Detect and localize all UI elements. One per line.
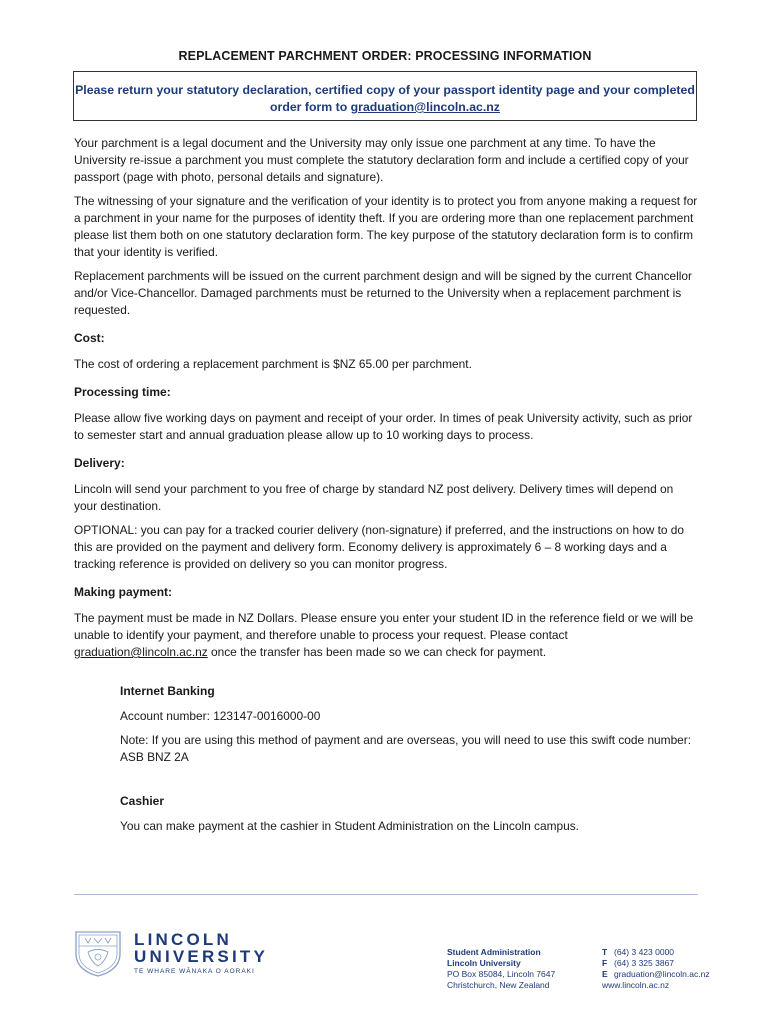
cashier-section: [120, 793, 699, 835]
swift-note: Note: If you are using this method of payment and are overseas, you will need to use this swift code number: ASB BNZ 2A: [120, 733, 692, 764]
processing-heading: Processing time:: [74, 385, 171, 399]
notice-text: Please return your statutory declaration, certified copy of your passport identity page and your completed order form to: [75, 83, 695, 114]
footer-web[interactable]: www.lincoln.ac.nz: [602, 980, 670, 990]
processing-text: Please allow five working days on payment and receipt of your order. In times of peak University activity, such as prior to semester start and annual graduation please allow up to 10 working days to process.: [74, 411, 693, 442]
delivery-text-2: OPTIONAL: you can pay for a tracked courier delivery (non-signature) if preferred, and the instructions on how to do this are provided on the payment and delivery form. Economy delivery is approximately 6 – 8 working days and a tracking reference is provided on delivery so you can monitor progress.: [74, 523, 685, 571]
payment-text-main: The payment must be made in NZ Dollars. Please ensure you enter your student ID in the reference field or we will be unable to identify your payment, and therefore unable to process your request. Please contact: [74, 611, 694, 642]
intro-paragraph-1: Your parchment is a legal document and the University may only issue one parchment at any time. To have the University re-issue a parchment you must complete the statutory declaration form and include a certified copy of your passport (page with photo, personal details and signature).: [74, 136, 689, 184]
footer-fax-row: [602, 958, 710, 969]
university-logo: [72, 928, 282, 978]
logo-tagline: TE WHARE WĀNAKA O AORAKI: [134, 968, 255, 975]
logo-word-lincoln: LINCOLN: [134, 930, 232, 949]
footer-uni: Lincoln University: [447, 958, 521, 968]
document-body: [74, 135, 699, 842]
footer-po: PO Box 85084, Lincoln 7647: [447, 969, 556, 979]
payment-text-after: once the transfer has been made so we can check for payment.: [211, 645, 547, 659]
footer-email[interactable]: graduation@lincoln.ac.nz: [614, 969, 710, 979]
account-number: Account number: 123147-0016000-00: [120, 709, 321, 723]
phone-label: T: [602, 947, 608, 957]
footer-phone: (64) 3 423 0000: [614, 947, 675, 957]
return-notice-box: [73, 71, 697, 121]
payment-heading: Making payment:: [74, 585, 173, 599]
delivery-text-1: Lincoln will send your parchment to you free of charge by standard NZ post delivery. Delivery times will depend on your destination.: [74, 482, 674, 513]
intro-paragraph-3: Replacement parchments will be issued on the current parchment design and will be signed by the current Chancellor and/or Vice-Chancellor. Damaged parchments must be returned to the University when a replacement parchment is requested.: [74, 269, 692, 317]
email-label: E: [602, 969, 608, 979]
footer-divider: [74, 894, 698, 895]
notice-email-link[interactable]: graduation@lincoln.ac.nz: [350, 100, 500, 114]
footer-email-row: [602, 969, 710, 980]
logo-word-university: UNIVERSITY: [134, 947, 269, 966]
footer-phone-row: [602, 947, 710, 958]
payment-email-link[interactable]: graduation@lincoln.ac.nz: [74, 645, 208, 659]
cost-text: The cost of ordering a replacement parchment is $NZ 65.00 per parchment.: [74, 357, 472, 371]
intro-paragraph-2: The witnessing of your signature and the verification of your identity is to protect you from anyone making a request for a parchment in your name for the purposes of identity theft. If you are ordering more than one replacement parchment please list them both on one statutory declaration form. The key purpose of the statutory declaration form is to confirm that your identity is verified.: [74, 194, 698, 259]
delivery-heading: Delivery:: [74, 456, 125, 470]
footer-fax: (64) 3 325 3867: [614, 958, 675, 968]
crest-icon: [72, 928, 124, 978]
footer-address: [447, 947, 555, 991]
cashier-text: You can make payment at the cashier in Student Administration on the Lincoln campus.: [120, 819, 579, 833]
cashier-heading: Cashier: [120, 794, 165, 808]
payment-text: [74, 610, 699, 661]
footer-city: Christchurch, New Zealand: [447, 980, 550, 990]
internet-banking-section: [120, 683, 699, 766]
fax-label: F: [602, 958, 608, 968]
cost-heading: Cost:: [74, 331, 105, 345]
footer-contact: [602, 947, 710, 991]
footer-dept: Student Administration: [447, 947, 541, 957]
page-title: REPLACEMENT PARCHMENT ORDER: PROCESSING INFORMATION: [178, 49, 592, 63]
internet-banking-heading: Internet Banking: [120, 684, 215, 698]
